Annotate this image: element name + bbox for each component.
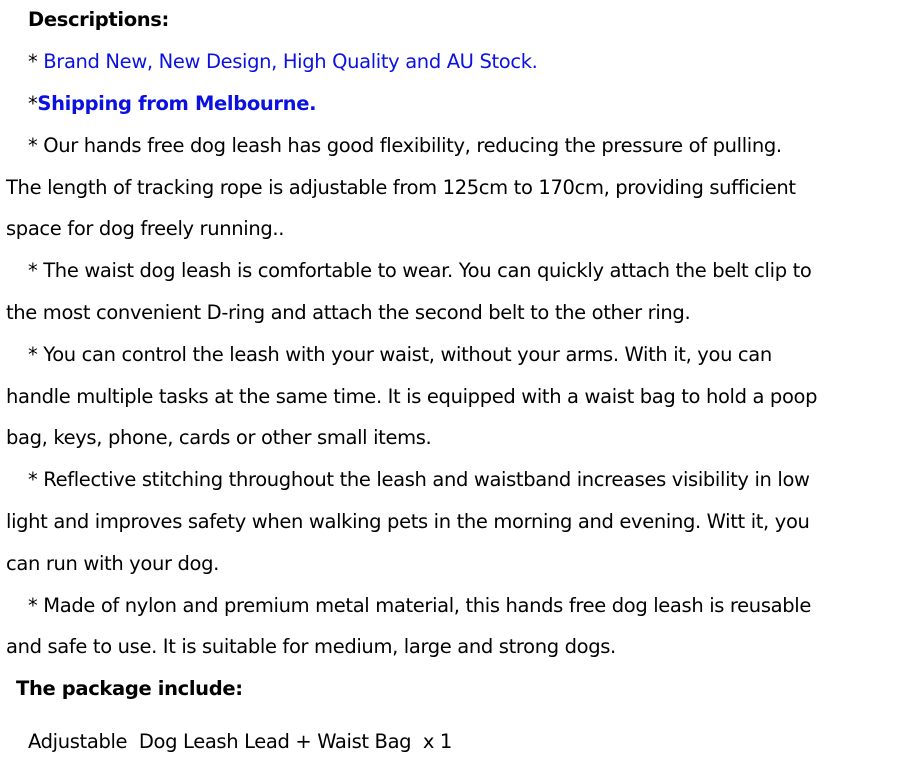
paragraph-1-line-1: * Our hands free dog leash has good flexibility, reducing the pressure of pulling.: [28, 134, 782, 157]
brand-highlight-text: Brand New, New Design, High Quality and AU Stock.: [43, 50, 538, 73]
paragraph-2-line-2: the most convenient D-ring and attach the second belt to the other ring.: [6, 301, 691, 324]
shipping-highlight-text: Shipping from Melbourne.: [37, 92, 317, 115]
paragraph-1-line-2: The length of tracking rope is adjustable from 125cm to 170cm, providing sufficient: [6, 176, 796, 199]
descriptions-heading: Descriptions:: [28, 8, 169, 31]
package-item: Adjustable Dog Leash Lead + Waist Bag x 1: [28, 730, 452, 753]
paragraph-3-line-2: handle multiple tasks at the same time. It is equipped with a waist bag to hold a poop: [6, 385, 818, 408]
paragraph-4-line-1: * Reflective stitching throughout the leash and waistband increases visibility in low: [28, 468, 810, 491]
paragraph-3-line-3: bag, keys, phone, cards or other small items.: [6, 426, 432, 449]
paragraph-5-line-1: * Made of nylon and premium metal material, this hands free dog leash is reusable: [28, 594, 811, 617]
shipping-highlight-line: [28, 90, 906, 118]
bullet-marker: *: [28, 92, 38, 115]
paragraph-2-line-1: * The waist dog leash is comfortable to wear. You can quickly attach the belt clip to: [28, 259, 812, 282]
paragraph-3-line-1: * You can control the leash with your waist, without your arms. With it, you can: [28, 343, 772, 366]
brand-highlight-line: [28, 48, 906, 76]
bullet-marker: *: [28, 50, 44, 73]
paragraph-5-line-2: and safe to use. It is suitable for medium, large and strong dogs.: [6, 635, 616, 658]
paragraph-4-line-3: can run with your dog.: [6, 552, 219, 575]
package-heading: The package include:: [16, 677, 243, 700]
paragraph-4-line-2: light and improves safety when walking pets in the morning and evening. Witt it, you: [6, 510, 810, 533]
paragraph-1-line-3: space for dog freely running..: [6, 217, 285, 240]
